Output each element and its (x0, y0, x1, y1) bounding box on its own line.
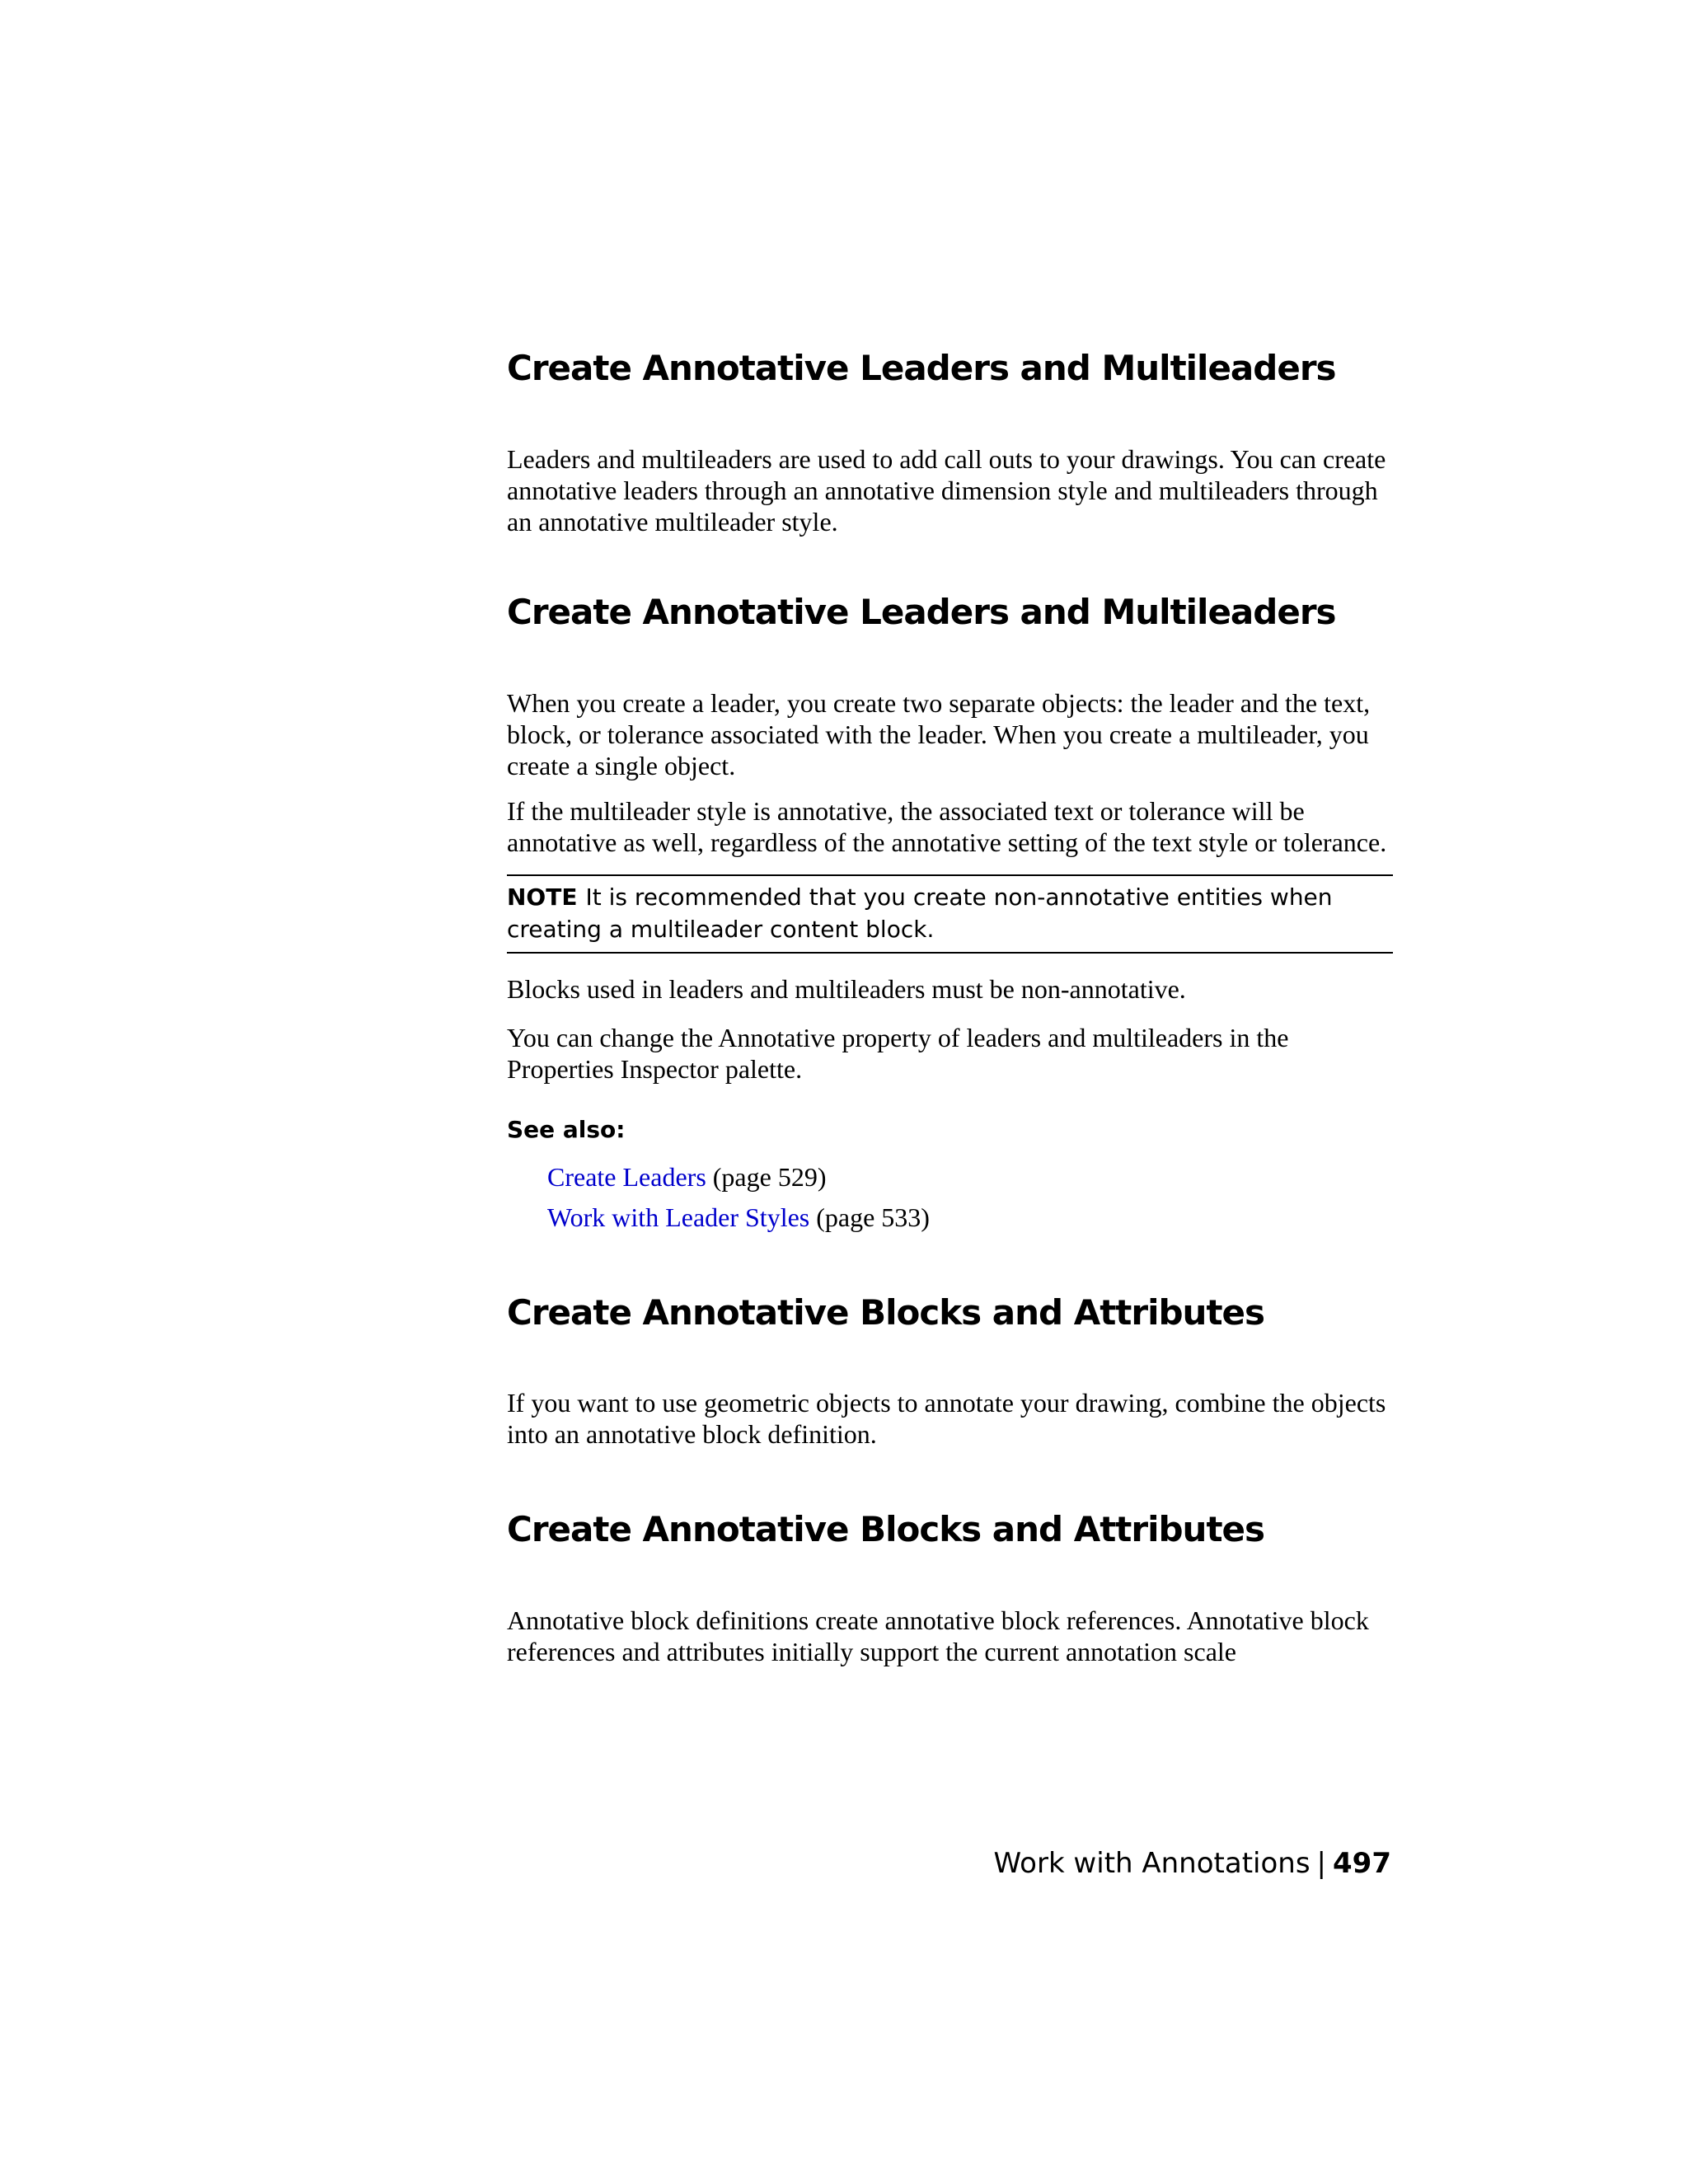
page-reference: (page 533) (816, 1202, 930, 1232)
section-heading: Create Annotative Leaders and Multileaders (507, 592, 1336, 632)
note-label: NOTE (507, 883, 578, 911)
page-number: 497 (1333, 1847, 1391, 1880)
see-also-item (547, 1157, 1393, 1197)
section-heading: Create Annotative Blocks and Attributes (507, 1292, 1265, 1333)
body-paragraph: If the multileader style is annotative, the associated text or tolerance will be annotative as well, regardless of the annotative setting of the text style or tolerance. (507, 796, 1387, 857)
body-paragraph: Blocks used in leaders and multileaders must be non-annotative. (507, 974, 1186, 1004)
see-also-label: See also: (507, 1116, 626, 1143)
footer-separator: | (1316, 1847, 1327, 1880)
body-paragraph: Annotative block definitions create annotative block references. Annotative block references and attributes initially support the current annotation scale (507, 1605, 1369, 1666)
body-paragraph: When you create a leader, you create two separate objects: the leader and the text, block, or tolerance associated with the leader. When you create a multileader, you create a single object. (507, 688, 1371, 780)
see-also-item (547, 1197, 1393, 1238)
page-content (507, 346, 1393, 1667)
section-heading: Create Annotative Blocks and Attributes (507, 1509, 1265, 1549)
page-footer (994, 1846, 1391, 1881)
note-box (507, 874, 1393, 954)
footer-chapter-title: Work with Annotations (993, 1847, 1311, 1880)
body-paragraph: You can change the Annotative property of leaders and multileaders in the Properties Inspector palette. (507, 1023, 1289, 1084)
see-also-links (507, 1157, 1393, 1238)
body-paragraph: Leaders and multileaders are used to add call outs to your drawings. You can create annotative leaders through an annotative dimension style and multileaders through an annotative multileader style. (507, 444, 1386, 537)
body-paragraph: If you want to use geometric objects to annotate your drawing, combine the objects into an annotative block definition. (507, 1388, 1386, 1449)
create-leaders-link[interactable]: Create Leaders (547, 1162, 706, 1192)
page-reference: (page 529) (712, 1162, 827, 1192)
work-with-leader-styles-link[interactable]: Work with Leader Styles (547, 1202, 810, 1232)
note-text: It is recommended that you create non-annotative entities when creating a multileader content block. (507, 883, 1333, 943)
section-heading: Create Annotative Leaders and Multileaders (507, 348, 1336, 388)
